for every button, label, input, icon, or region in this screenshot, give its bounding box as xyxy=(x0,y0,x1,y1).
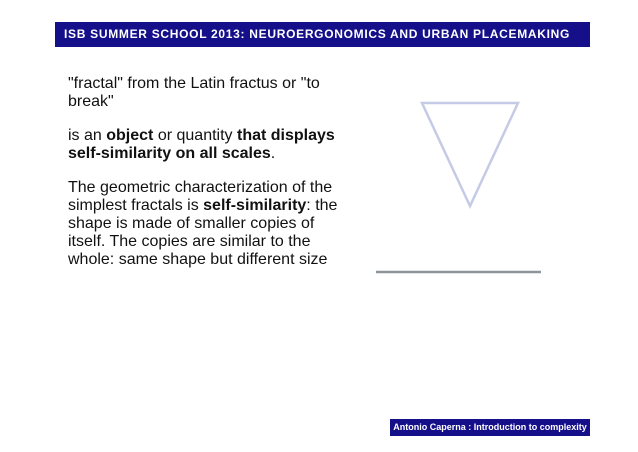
definition-bold-self-similarity: that displays self-similarity on all scales xyxy=(68,127,335,162)
definition-text-3: . xyxy=(270,145,276,162)
inverted-triangle-shape xyxy=(422,103,518,206)
fractal-illustration xyxy=(360,92,560,292)
characterization-text-2: : the shape is made of smaller copies of itself. The copies are similar to the whole: same shape but different size xyxy=(68,197,338,268)
definition-text-2: or quantity xyxy=(153,127,237,144)
definition-text-1: is an xyxy=(68,127,107,144)
definition-bold-object: object xyxy=(106,127,154,144)
slide-header: ISB SUMMER SCHOOL 2013: NEUROERGONOMICS AND URBAN PLACEMAKING xyxy=(55,22,590,47)
characterization-bold-self-similarity: self-similarity xyxy=(203,197,307,214)
slide-body xyxy=(68,75,350,285)
paragraph-etymology: "fractal" from the Latin fractus or "to break" xyxy=(68,75,320,110)
slide-footer: Antonio Caperna : Introduction to complexity xyxy=(390,419,590,436)
paragraph-characterization xyxy=(68,179,350,269)
paragraph-definition xyxy=(68,127,350,163)
characterization-text-1: The geometric characterization of the simplest fractals is xyxy=(68,179,333,214)
